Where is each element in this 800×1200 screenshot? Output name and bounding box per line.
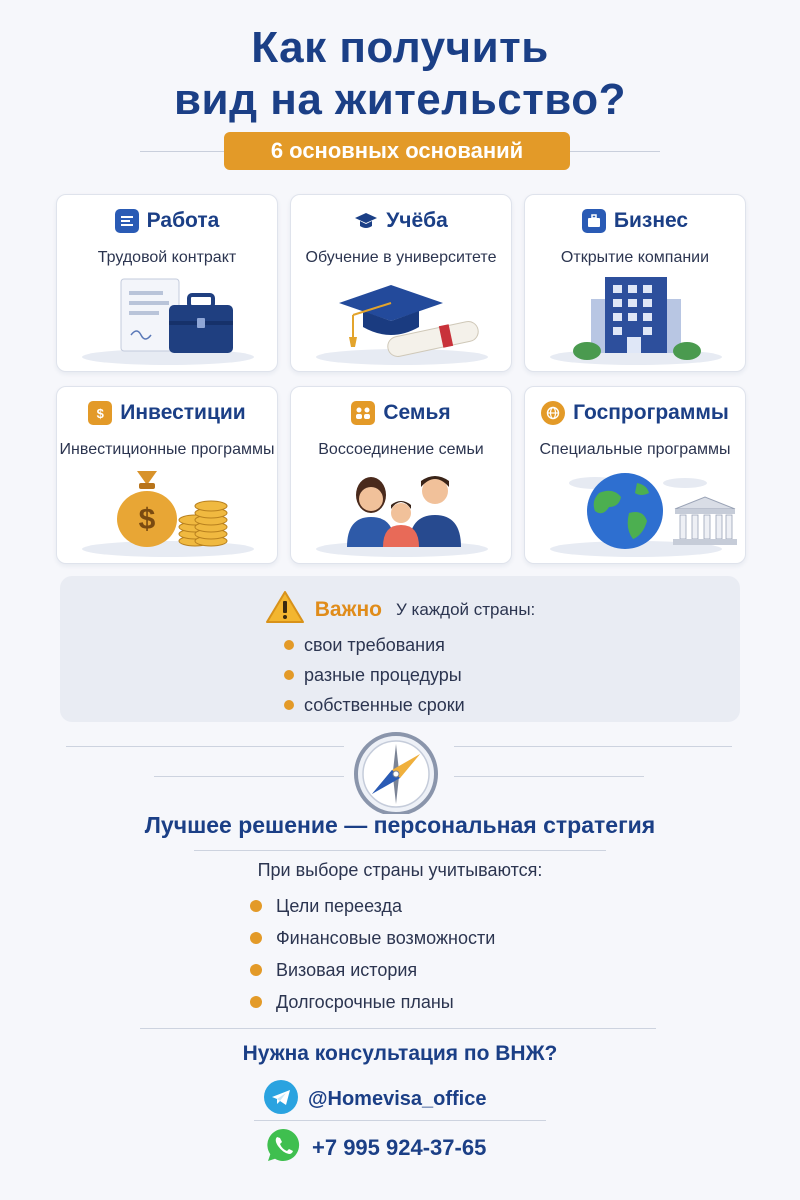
card-family[interactable] bbox=[290, 386, 512, 564]
list-item-text: Финансовые возможности bbox=[276, 928, 496, 948]
card-header bbox=[291, 401, 511, 425]
subtitle-badge: 6 основных оснований bbox=[224, 132, 570, 170]
list-item-text: Долгосрочные планы bbox=[276, 992, 454, 1012]
family-icon bbox=[351, 401, 375, 425]
strategy-title: Лучшее решение — персональная стратегия bbox=[144, 812, 656, 838]
card-header bbox=[291, 209, 511, 233]
bullet-icon bbox=[250, 900, 262, 912]
globe-government-illustration bbox=[525, 463, 747, 559]
warning-icon bbox=[265, 590, 305, 629]
card-title: Семья bbox=[383, 401, 451, 424]
title-line-1: Как получить bbox=[251, 23, 549, 72]
card-business[interactable] bbox=[524, 194, 746, 372]
card-subtitle: Воссоединение семьи bbox=[318, 441, 484, 458]
subtitle-row bbox=[140, 132, 660, 172]
telegram-contact[interactable] bbox=[264, 1080, 486, 1119]
family-illustration bbox=[291, 463, 513, 559]
important-header bbox=[60, 590, 740, 629]
briefcase-icon bbox=[582, 209, 606, 233]
card-header bbox=[525, 209, 745, 233]
important-lead: У каждой страны: bbox=[395, 599, 536, 619]
list-item-text: свои требования bbox=[304, 635, 445, 655]
svg-text:$: $ bbox=[138, 503, 156, 536]
telegram-handle-link[interactable]: @Homevisa_office bbox=[308, 1088, 487, 1110]
globe-icon bbox=[541, 401, 565, 425]
consult-heading: Нужна консультация по ВНЖ? bbox=[242, 1042, 558, 1065]
card-title: Госпрограммы bbox=[573, 401, 729, 424]
important-note bbox=[60, 576, 740, 722]
card-title: Учёба bbox=[386, 209, 448, 232]
divider-line bbox=[194, 850, 606, 851]
important-list bbox=[284, 630, 465, 720]
list-item-text: Цели переезда bbox=[276, 896, 403, 916]
graduation-cap-icon bbox=[354, 209, 378, 233]
card-header bbox=[57, 209, 277, 233]
important-label: Важно bbox=[314, 597, 382, 621]
list-item bbox=[250, 954, 495, 986]
divider-line bbox=[140, 1028, 656, 1029]
list-item bbox=[284, 690, 465, 720]
divider-line bbox=[66, 746, 344, 747]
card-study[interactable] bbox=[290, 194, 512, 372]
telegram-icon[interactable] bbox=[264, 1080, 298, 1119]
divider-line bbox=[570, 151, 660, 152]
divider-line bbox=[454, 746, 732, 747]
list-item bbox=[284, 630, 465, 660]
contract-briefcase-illustration bbox=[57, 271, 279, 367]
card-subtitle: Инвестиционные программы bbox=[59, 441, 275, 458]
list-item-text: Визовая история bbox=[276, 960, 418, 980]
bullet-icon bbox=[284, 670, 294, 680]
dollar-icon: $ bbox=[88, 401, 112, 425]
office-building-illustration bbox=[525, 271, 747, 367]
card-title: Работа bbox=[146, 209, 220, 232]
list-item-text: разные процедуры bbox=[304, 665, 462, 685]
title-line-2: вид на жительство? bbox=[173, 75, 627, 124]
whatsapp-icon[interactable] bbox=[264, 1126, 302, 1169]
card-investments[interactable] bbox=[56, 386, 278, 564]
bullet-icon bbox=[250, 996, 262, 1008]
money-bag-illustration bbox=[57, 463, 279, 559]
card-gov-programs[interactable] bbox=[524, 386, 746, 564]
card-subtitle: Специальные программы bbox=[539, 441, 731, 458]
card-header bbox=[525, 401, 745, 425]
work-icon bbox=[115, 209, 139, 233]
card-header bbox=[57, 401, 277, 425]
divider-line bbox=[254, 1120, 546, 1121]
card-title: Инвестиции bbox=[120, 401, 246, 424]
list-item bbox=[284, 660, 465, 690]
list-item bbox=[250, 922, 495, 954]
factors-list bbox=[250, 890, 495, 1018]
card-subtitle: Трудовой контракт bbox=[97, 249, 237, 266]
card-subtitle: Открытие компании bbox=[560, 249, 710, 266]
list-item bbox=[250, 890, 495, 922]
divider-line bbox=[140, 151, 230, 152]
bullet-icon bbox=[284, 640, 294, 650]
card-subtitle: Обучение в университете bbox=[305, 249, 497, 266]
divider-line bbox=[454, 776, 644, 777]
bullet-icon bbox=[250, 964, 262, 976]
card-work[interactable] bbox=[56, 194, 278, 372]
phone-number-link[interactable]: +7 995 924-37-65 bbox=[312, 1134, 487, 1160]
list-item bbox=[250, 986, 495, 1018]
bullet-icon bbox=[284, 700, 294, 710]
page-title bbox=[0, 22, 800, 126]
strategy-lead: При выборе страны учитываются: bbox=[257, 860, 543, 880]
divider-line bbox=[154, 776, 344, 777]
compass-icon bbox=[344, 732, 456, 814]
bullet-icon bbox=[250, 932, 262, 944]
graduation-illustration bbox=[291, 271, 513, 367]
whatsapp-contact[interactable] bbox=[264, 1126, 486, 1169]
card-title: Бизнес bbox=[613, 209, 689, 232]
list-item-text: собственные сроки bbox=[304, 695, 465, 715]
